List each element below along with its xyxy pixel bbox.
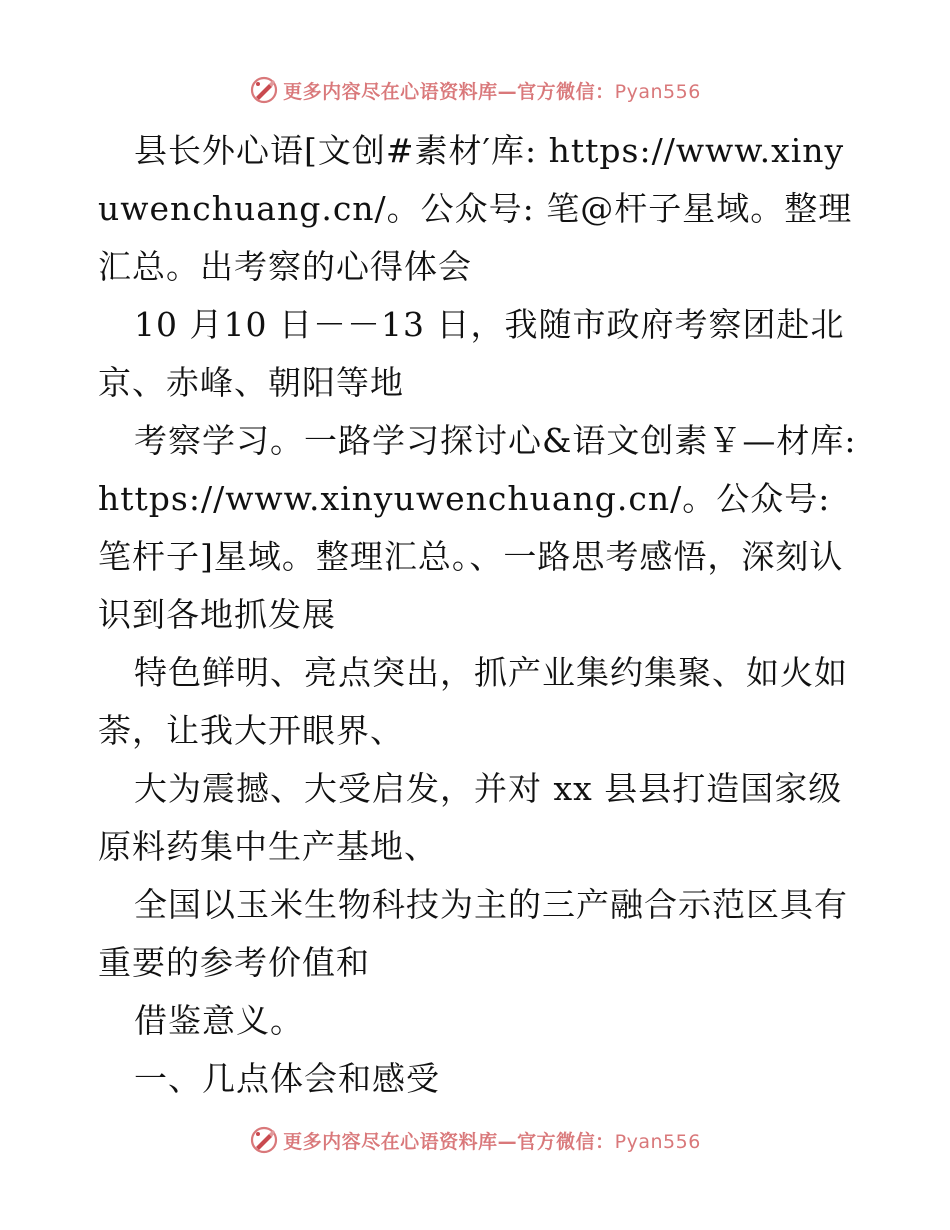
footer-watermark-text — [283, 1127, 701, 1154]
pen-logo-icon — [249, 1125, 279, 1155]
paragraph-2: 10 月10 日－－13 日，我随市政府考察团赴北京、赤峰、朝阳等地 — [98, 305, 845, 402]
footer-watermark-id: Pyan556 — [614, 1130, 701, 1153]
header-watermark-text — [283, 77, 701, 104]
header-watermark-inner — [249, 75, 701, 105]
section-heading-1: 一、几点体会和感受 — [134, 1059, 440, 1098]
footer-watermark-inner — [249, 1125, 701, 1155]
paragraph-5: 大为震撼、大受启发，并对 xx 县县打造国家级原料药集中生产基地、 — [98, 769, 843, 866]
paragraph-7: 借鉴意义。 — [134, 1001, 304, 1040]
header-watermark-cn: 更多内容尽在心语资料库—官方微信： — [283, 80, 615, 103]
paragraph-4: 特色鲜明、亮点突出，抓产业集约集聚、如火如荼，让我大开眼界、 — [98, 653, 848, 750]
footer-watermark — [0, 1120, 950, 1160]
document-body — [98, 122, 858, 1108]
pen-logo-icon — [249, 75, 279, 105]
paragraph-6: 全国以玉米生物科技为主的三产融合示范区具有重要的参考价值和 — [98, 885, 848, 982]
footer-watermark-cn: 更多内容尽在心语资料库—官方微信： — [283, 1130, 615, 1153]
header-watermark — [0, 70, 950, 110]
header-watermark-id: Pyan556 — [614, 80, 701, 103]
paragraph-3: 考察学习。一路学习探讨心&语文创素￥—材库: https://www.xinyuwenchuang.cn/。公众号: 笔杆子]星域。整理汇总。、一路思考感悟，深刻认识到各地抓发展 — [98, 421, 857, 634]
paragraph-1: 县长外心语[文创#素材′库: https://www.xinyuwenchuang.cn/。公众号: 笔@杆子星域。整理汇总。出考察的心得体会 — [98, 131, 853, 286]
